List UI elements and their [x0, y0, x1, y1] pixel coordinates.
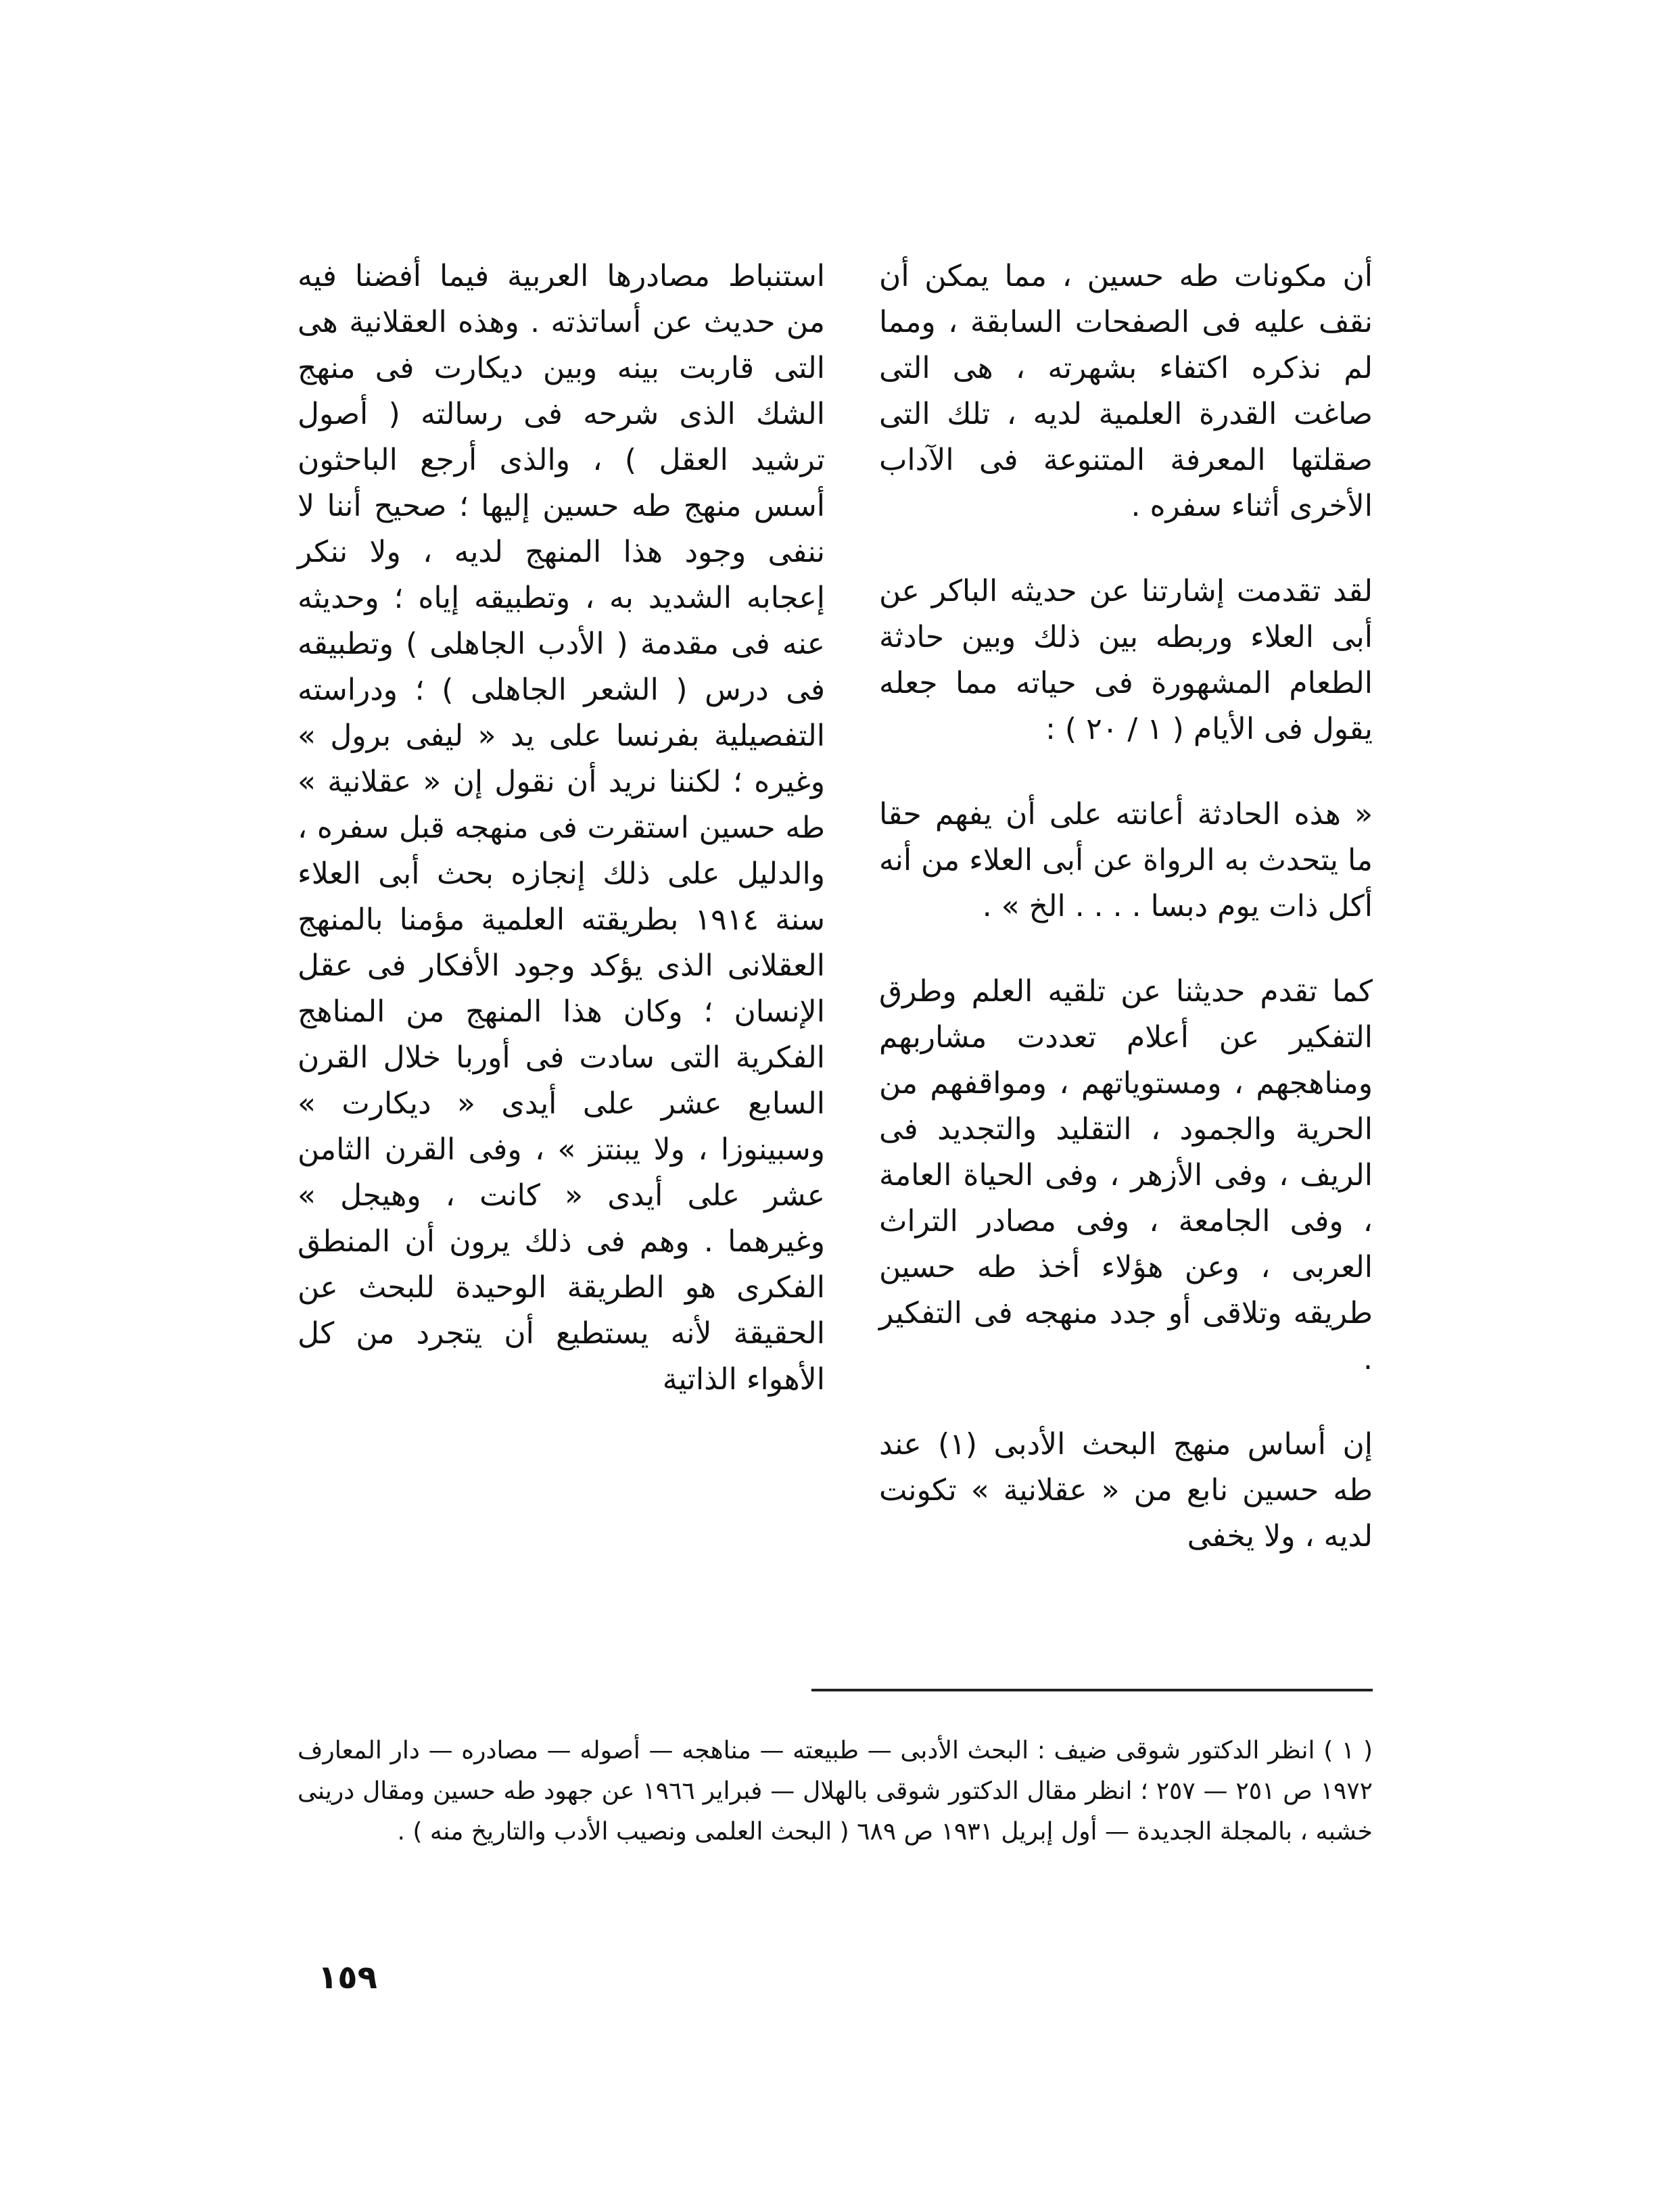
right-paragraph-2: لقد تقدمت إشارتنا عن حديثه الباكر عن أبى العلاء وربطه بين ذلك وبين حادثة الطعام المشهورة فى حياته مما جعله يقول فى الأيام ( ١ / ٢٠ ) :: [879, 574, 1373, 746]
right-paragraph-3-quotation: « هذه الحادثة أعانته على أن يفهم حقا ما يتحدث به الرواة عن أبى العلاء من أنه أكل ذات يوم دبسا . . . . الخ » .: [879, 797, 1373, 923]
footnote-separator-rule: [811, 1689, 1373, 1691]
footnote: ( ١ ) انظر الدكتور شوقى ضيف : البحث الأدبى — طبيعته — مناهجه — أصوله — مصادره — دار المعارف ١٩٧٢ ص ٢٥١ — ٢٥٧ ؛ انظر مقال الدكتور شوقى بالهلال — فبراير ١٩٦٦ عن جهود طه حسين ومقال درينى خشبه ، بالمجلة الجديدة — أول إبريل ١٩٣١ ص ٦٨٩ ( البحث العلمى ونصيب الأدب والتاريخ منه ) .: [298, 1737, 1373, 1846]
right-paragraph-5: إن أساس منهج البحث الأدبى (١) عند طه حسين نابع من « عقلانية » تكونت لديه ، ولا يخفى: [879, 1427, 1373, 1554]
right-paragraph-4: كما تقدم حديثنا عن تلقيه العلم وطرق التفكير عن أعلام تعددت مشاربهم ومناهجهم ، ومستوياتهم ، ومواقفهم من الحرية والجمود ، التقليد والتجديد فى الريف ، وفى الأزهر ، وفى الحياة العامة ، وفى الجامعة ، وفى مصادر التراث العربى ، وعن هؤلاء أخذ طه حسين طريقه وتلاقى أو جدد منهجه فى التفكير .: [879, 974, 1373, 1376]
page-number: ١٥٩: [318, 1958, 377, 1996]
left-column: [298, 254, 825, 1403]
right-paragraph-1: أن مكونات طه حسين ، مما يمكن أن نقف عليه فى الصفحات السابقة ، ومما لم نذكره اكتفاء بشهرته ، هى التى صاغت القدرة العلمية لديه ، تلك التى صقلتها المعرفة المتنوعة فى الآداب الأخرى أثناء سفره .: [879, 259, 1373, 523]
left-paragraph: استنباط مصادرها العربية فيما أفضنا فيه من حديث عن أساتذته . وهذه العقلانية هى التى قاربت بينه وبين ديكارت فى منهج الشك الذى شرحه فى رسالته ( أصول ترشيد العقل ) ، والذى أرجع الباحثون أسس منهج طه حسين إليها ؛ صحيح أننا لا ننفى وجود هذا المنهج لديه ، ولا ننكر إعجابه الشديد به ، وتطبيقه إياه ؛ وحديثه عنه فى مقدمة ( الأدب الجاهلى ) وتطبيقه فى درس ( الشعر الجاهلى ) ؛ ودراسته التفصيلية بفرنسا على يد « ليفى برول » وغيره ؛ لكننا نريد أن نقول إن « عقلانية » طه حسين استقرت فى منهجه قبل سفره ، والدليل على ذلك إنجازه بحث أبى العلاء سنة ١٩١٤ بطريقته العلمية مؤمنا بالمنهج العقلانى الذى يؤكد وجود الأفكار فى عقل الإنسان ؛ وكان هذا المنهج من المناهج الفكرية التى سادت فى أوربا خلال القرن السابع عشر على أيدى « ديكارت » وسبينوزا ، ولا يبنتز » ، وفى القرن الثامن عشر على أيدى « كانت ، وهيجل » وغيرهما . وهم فى ذلك يرون أن المنطق الفكرى هو الطريقة الوحيدة للبحث عن الحقيقة لأنه يستطيع أن يتجرد من كل الأهواء الذاتية: [298, 259, 825, 1397]
right-column: [879, 254, 1373, 1560]
